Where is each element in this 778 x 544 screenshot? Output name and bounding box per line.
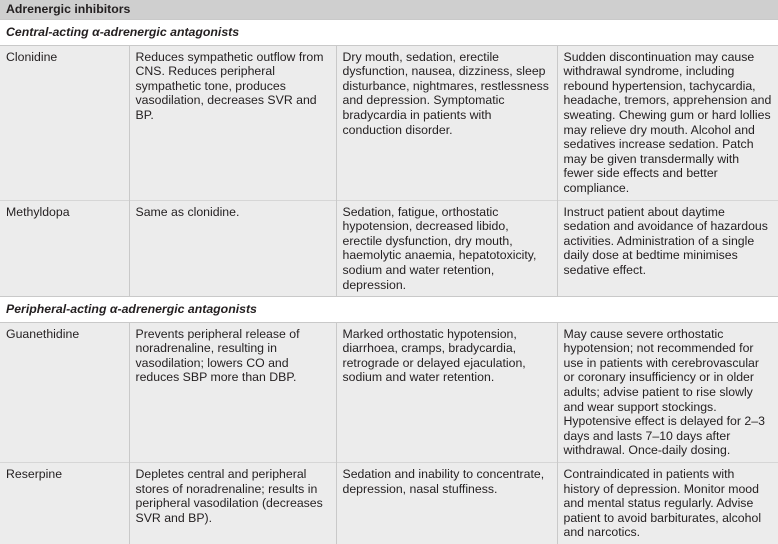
drug-action: Same as clonidine.: [129, 200, 336, 297]
drug-considerations: May cause severe orthostatic hypotension; not recommended for use in patients with cerebrovascular or coronary insufficiency or in older adults; advise patient to rise slowly and wear support stockings. Hypotensive effect is delayed for 2–3 days and lasts 7–10 days after withdrawal. Once-daily dosing.: [557, 322, 778, 462]
table-row: [0, 463, 778, 544]
table-title: Adrenergic inhibitors: [0, 0, 778, 20]
drug-considerations: Instruct patient about daytime sedation and avoidance of hazardous activities. Administration of a single daily dose at bedtime minimises sedative effect.: [557, 200, 778, 297]
drug-considerations: Contraindicated in patients with history of depression. Monitor mood and mental status regularly. Advise patient to avoid barbiturates, alcohol and narcotics.: [557, 463, 778, 544]
section-heading-peripheral: Peripheral-acting α-adrenergic antagonists: [0, 297, 778, 323]
drug-adverse-effects: Sedation and inability to concentrate, depression, nasal stuffiness.: [336, 463, 557, 544]
table-row: [0, 200, 778, 297]
drug-name: Methyldopa: [0, 200, 129, 297]
table-row: [0, 45, 778, 200]
drug-action: Prevents peripheral release of noradrenaline, resulting in vasodilation; lowers CO and reduces SBP more than DBP.: [129, 322, 336, 462]
section-heading-row: [0, 20, 778, 46]
drug-adverse-effects: Sedation, fatigue, orthostatic hypotension, decreased libido, erectile dysfunction, dry mouth, haemolytic anaemia, hepatotoxicity, sodium and water retention, depression.: [336, 200, 557, 297]
table-title-row: [0, 0, 778, 20]
drug-adverse-effects: Dry mouth, sedation, erectile dysfunction, nausea, dizziness, sleep disturbance, nightmares, restlessness and depression. Symptomatic bradycardia in patients with conduction disorder.: [336, 45, 557, 200]
section-heading-row: [0, 297, 778, 323]
drug-action: Reduces sympathetic outflow from CNS. Reduces peripheral sympathetic tone, produces vasodilation, decreases SVR and BP.: [129, 45, 336, 200]
drug-name: Reserpine: [0, 463, 129, 544]
table-row: [0, 322, 778, 462]
drug-name: Guanethidine: [0, 322, 129, 462]
drug-name: Clonidine: [0, 45, 129, 200]
drug-action: Depletes central and peripheral stores of noradrenaline; results in peripheral vasodilation (decreases SVR and BP).: [129, 463, 336, 544]
section-heading-central: Central-acting α-adrenergic antagonists: [0, 20, 778, 46]
drug-adverse-effects: Marked orthostatic hypotension, diarrhoea, cramps, bradycardia, retrograde or delayed ejaculation, sodium and water retention.: [336, 322, 557, 462]
drug-considerations: Sudden discontinuation may cause withdrawal syndrome, including rebound hypertension, tachycardia, headache, tremors, apprehension and sweating. Chewing gum or hard lollies may relieve dry mouth. Alcohol and sedatives increase sedation. Patch may be given transdermally with fewer side effects and better compliance.: [557, 45, 778, 200]
